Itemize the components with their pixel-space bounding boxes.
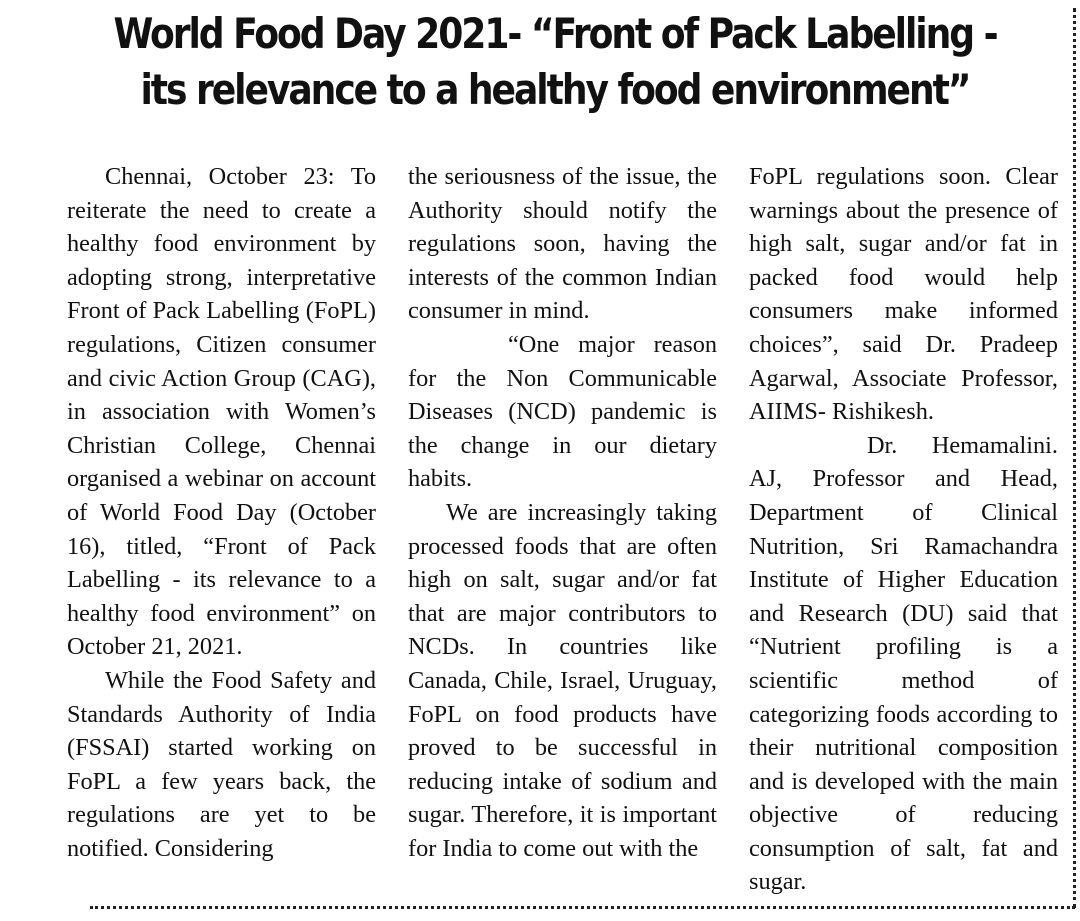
column-1-paragraph-1: Chennai, October 23: To reiterate the need to create a healthy food environment by adopting strong, interpretative Front of Pack Labelling (FoPL) regulations, Citizen consumer and civic Action Group (CAG), in association with Women’s Christian College, Chennai organised a webinar on account of World Food Day (October 16), titled, “Front of Pack Labelling - its relevance to a healthy food environment” on October 21, 2021. bbox=[67, 163, 376, 661]
headline-line-1: World Food Day 2021- “Front of Pack Labelling - bbox=[113, 9, 997, 58]
column-2-paragraph-1: the seriousness of the issue, the Authority should notify the regulations soon, having the interests of the common Indian consumer in mind. bbox=[408, 163, 717, 325]
column-1-paragraph-2: While the Food Safety and Standards Authority of India (FSSAI) started working on FoPL a few years back, the regulations are yet to be notified. Considering bbox=[67, 666, 376, 862]
article-column-2 bbox=[408, 160, 717, 865]
column-3-paragraph-1: FoPL regulations soon. Clear warnings about the presence of high salt, sugar and/or fat in packed food would help consumers make informed choices”, said Dr. Pradeep Agarwal, Associate Professor, AIIMS- Rishikesh. bbox=[749, 163, 1058, 426]
column-3-paragraph-2: Dr. Hemamalini. AJ, Professor and Head, Department of Clinical Nutrition, Sri Ramachandra Institute of Higher Education and Research (DU) said that “Nutrient profiling is a scientific method of categorizing foods according to their nutritional composition and is developed with the main objective of reducing consumption of salt, fat and sugar. bbox=[749, 431, 1058, 896]
column-2-paragraph-2: “One major reason for the Non Communicable Diseases (NCD) pandemic is the change in our dietary habits. bbox=[408, 330, 717, 493]
article-headline bbox=[112, 6, 998, 118]
dotted-border-bottom bbox=[90, 906, 1075, 909]
article-column-1 bbox=[67, 160, 376, 865]
headline-line-2: its relevance to a healthy food environment” bbox=[140, 65, 970, 114]
article-column-3 bbox=[749, 160, 1058, 899]
dotted-border-right bbox=[1073, 8, 1076, 908]
column-2-paragraph-3: We are increasingly taking processed foods that are often high on salt, sugar and/or fat that are major contributors to NCDs. In countries like Canada, Chile, Israel, Uruguay, FoPL on food products have proved to be successful in reducing intake of sodium and sugar. Therefore, it is important for India to come out with the bbox=[408, 498, 717, 862]
